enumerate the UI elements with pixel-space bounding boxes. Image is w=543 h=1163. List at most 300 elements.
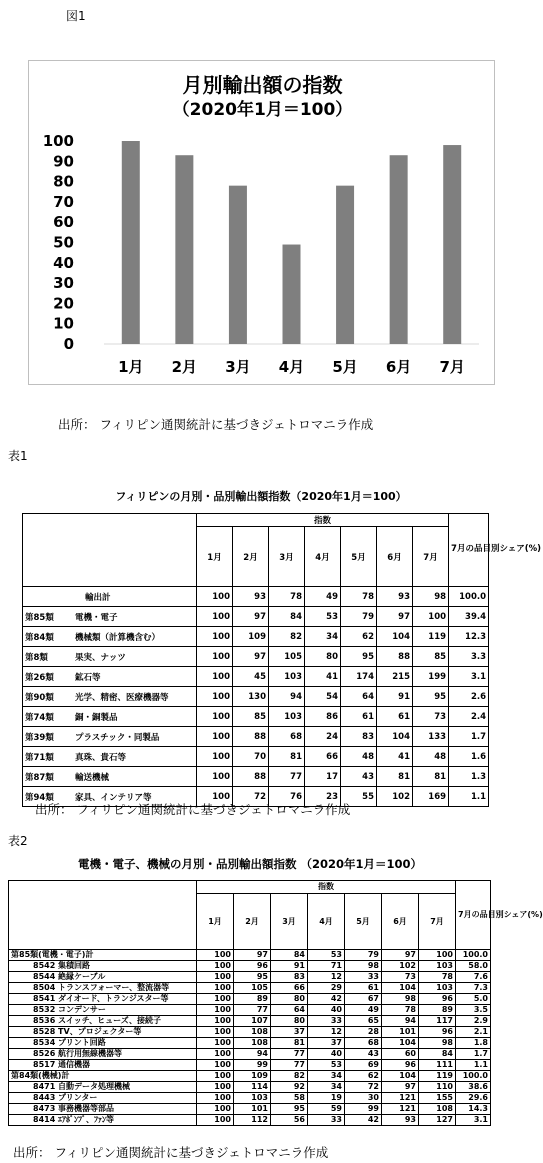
index-cell: 73 <box>382 972 419 983</box>
index-cell: 24 <box>305 727 341 747</box>
index-cell: 97 <box>382 950 419 961</box>
index-cell: 107 <box>234 1016 271 1027</box>
month-header: 3月 <box>271 894 308 950</box>
index-cell: 100 <box>197 727 233 747</box>
index-cell: 65 <box>345 1016 382 1027</box>
index-cell: 53 <box>308 950 345 961</box>
index-cell: 103 <box>419 961 456 972</box>
table-row <box>9 1049 491 1060</box>
index-cell: 95 <box>341 647 377 667</box>
index-cell: 100 <box>197 1071 234 1082</box>
table-row <box>9 1115 491 1126</box>
share-cell: 39.4 <box>449 607 489 627</box>
table-row <box>23 687 489 707</box>
hs-chapter: 第8類 <box>25 652 48 663</box>
table2-source: 出所： フィリピン通関統計に基づきジェトロマニラ作成 <box>13 1145 329 1160</box>
index-cell: 96 <box>234 961 271 972</box>
index-cell: 85 <box>233 707 269 727</box>
index-cell: 95 <box>234 972 271 983</box>
index-cell: 72 <box>233 787 269 807</box>
index-cell: 33 <box>308 1115 345 1126</box>
index-cell: 45 <box>233 667 269 687</box>
index-cell: 96 <box>382 1060 419 1071</box>
month-header: 3月 <box>269 527 305 587</box>
index-cell: 43 <box>345 1049 382 1060</box>
index-cell: 19 <box>308 1093 345 1104</box>
index-cell: 56 <box>271 1115 308 1126</box>
index-cell: 64 <box>341 687 377 707</box>
month-header: 5月 <box>345 894 382 950</box>
index-cell: 62 <box>341 627 377 647</box>
y-tick-label: 30 <box>53 274 74 293</box>
row-label: 8536 スイッチ、ヒューズ、接続子 <box>9 1016 197 1027</box>
index-cell: 96 <box>419 994 456 1005</box>
index-cell: 77 <box>271 1049 308 1060</box>
share-cell: 2.9 <box>456 1016 491 1027</box>
table-row <box>9 1082 491 1093</box>
index-cell: 79 <box>341 607 377 627</box>
table-row <box>9 1005 491 1016</box>
index-cell: 83 <box>271 972 308 983</box>
x-tick-label: 6月 <box>385 358 412 376</box>
index-cell: 64 <box>271 1005 308 1016</box>
share-cell: 100.0 <box>456 1071 491 1082</box>
month-header: 6月 <box>377 527 413 587</box>
index-cell: 100 <box>197 607 233 627</box>
table-row <box>23 727 489 747</box>
index-cell: 100 <box>197 961 234 972</box>
hs-chapter: 第94類 <box>25 792 54 803</box>
index-cell: 109 <box>233 627 269 647</box>
index-cell: 108 <box>234 1027 271 1038</box>
index-cell: 83 <box>341 727 377 747</box>
index-cell: 95 <box>413 687 449 707</box>
index-cell: 55 <box>341 787 377 807</box>
index-cell: 78 <box>419 972 456 983</box>
index-cell: 77 <box>271 1060 308 1071</box>
index-cell: 68 <box>345 1038 382 1049</box>
table-row <box>23 587 489 607</box>
index-cell: 109 <box>234 1071 271 1082</box>
item-name: 真珠、貴石等 <box>75 752 127 763</box>
y-tick-label: 50 <box>53 233 74 252</box>
month-header: 7月 <box>419 894 456 950</box>
share-cell: 1.1 <box>456 1060 491 1071</box>
y-tick-label: 100 <box>42 132 74 150</box>
index-cell: 48 <box>413 747 449 767</box>
row-label: 8542 集積回路 <box>9 961 197 972</box>
index-cell: 58 <box>271 1093 308 1104</box>
share-cell: 38.6 <box>456 1082 491 1093</box>
index-cell: 34 <box>308 1082 345 1093</box>
index-cell: 100 <box>413 607 449 627</box>
index-cell: 41 <box>377 747 413 767</box>
share-cell: 2.4 <box>449 707 489 727</box>
index-cell: 103 <box>269 707 305 727</box>
share-cell: 5.0 <box>456 994 491 1005</box>
share-cell: 100.0 <box>456 950 491 961</box>
index-cell: 53 <box>308 1060 345 1071</box>
item-name: 家具、インテリア等 <box>75 792 152 803</box>
x-tick-label: 2月 <box>171 358 198 376</box>
x-tick-label: 4月 <box>278 358 305 376</box>
index-cell: 101 <box>382 1027 419 1038</box>
index-cell: 96 <box>419 1027 456 1038</box>
index-cell: 100 <box>197 1005 234 1016</box>
table2-share-header: 7月の品目別シェア(%) <box>456 881 491 950</box>
index-cell: 101 <box>234 1104 271 1115</box>
index-cell: 104 <box>382 1038 419 1049</box>
index-cell: 88 <box>233 767 269 787</box>
y-tick-label: 0 <box>63 335 74 353</box>
hs-chapter: 第85類 <box>25 612 54 623</box>
index-cell: 91 <box>271 961 308 972</box>
table-row <box>23 767 489 787</box>
chart-subtitle: （2020年1月＝100） <box>172 100 353 120</box>
index-cell: 72 <box>345 1082 382 1093</box>
index-cell: 61 <box>341 707 377 727</box>
index-cell: 100 <box>197 587 233 607</box>
index-cell: 91 <box>377 687 413 707</box>
index-cell: 100 <box>197 1115 234 1126</box>
index-cell: 105 <box>269 647 305 667</box>
share-cell: 2.1 <box>456 1027 491 1038</box>
share-cell: 3.1 <box>449 667 489 687</box>
index-cell: 100 <box>197 994 234 1005</box>
index-cell: 111 <box>419 1060 456 1071</box>
y-tick-label: 20 <box>53 294 74 313</box>
share-cell: 1.6 <box>449 747 489 767</box>
table-row <box>23 647 489 667</box>
index-cell: 48 <box>341 747 377 767</box>
index-cell: 100 <box>197 747 233 767</box>
index-cell: 42 <box>345 1115 382 1126</box>
index-cell: 100 <box>197 1082 234 1093</box>
row-label: 8544 絶縁ケーブル <box>9 972 197 983</box>
index-cell: 102 <box>382 961 419 972</box>
hs-chapter: 第84類 <box>25 632 54 643</box>
index-cell: 80 <box>271 1016 308 1027</box>
index-cell: 105 <box>234 983 271 994</box>
index-cell: 100 <box>419 950 456 961</box>
table-row <box>9 994 491 1005</box>
index-cell: 78 <box>382 1005 419 1016</box>
index-cell: 66 <box>271 983 308 994</box>
index-cell: 119 <box>413 627 449 647</box>
item-name: 輸送機械 <box>75 772 110 783</box>
table-row <box>9 1027 491 1038</box>
item-name: プラスチック・同製品 <box>75 732 160 743</box>
item-name: 光学、精密、医療機器等 <box>75 692 169 703</box>
index-cell: 41 <box>305 667 341 687</box>
index-cell: 103 <box>234 1093 271 1104</box>
index-cell: 98 <box>345 961 382 972</box>
share-cell: 3.1 <box>456 1115 491 1126</box>
row-label <box>23 687 197 707</box>
bar-chart <box>28 60 495 385</box>
index-cell: 76 <box>269 787 305 807</box>
index-cell: 82 <box>269 627 305 647</box>
index-cell: 62 <box>345 1071 382 1082</box>
chart-title: 月別輸出額の指数 <box>182 73 343 97</box>
row-label <box>23 667 197 687</box>
index-cell: 103 <box>419 983 456 994</box>
table-row <box>9 983 491 994</box>
index-cell: 93 <box>382 1115 419 1126</box>
table-row <box>9 1093 491 1104</box>
y-tick-label: 40 <box>53 253 74 272</box>
index-cell: 77 <box>269 767 305 787</box>
row-label: 第84類(機械)計 <box>9 1071 197 1082</box>
index-cell: 100 <box>197 1049 234 1060</box>
index-cell: 92 <box>271 1082 308 1093</box>
table1-title: フィリピンの月別・品別輸出額指数（2020年1月＝100） <box>115 490 407 503</box>
y-tick-label: 10 <box>53 314 74 333</box>
y-tick-label: 90 <box>53 152 74 171</box>
index-cell: 97 <box>233 647 269 667</box>
index-cell: 97 <box>233 607 269 627</box>
table1-source: 出所： フィリピン通関統計に基づきジェトロマニラ作成 <box>35 802 351 817</box>
hs-chapter: 第39類 <box>25 732 54 743</box>
index-cell: 54 <box>305 687 341 707</box>
index-cell: 100 <box>197 1093 234 1104</box>
row-label <box>23 607 197 627</box>
bar <box>283 245 301 344</box>
index-cell: 199 <box>413 667 449 687</box>
figure-label: 図1 <box>66 9 86 23</box>
index-cell: 78 <box>269 587 305 607</box>
table1 <box>22 513 542 807</box>
index-cell: 17 <box>305 767 341 787</box>
index-cell: 68 <box>269 727 305 747</box>
x-tick-label: 7月 <box>439 358 465 376</box>
index-cell: 100 <box>197 1104 234 1115</box>
index-cell: 69 <box>345 1060 382 1071</box>
hs-chapter: 第74類 <box>25 712 54 723</box>
index-cell: 100 <box>197 950 234 961</box>
index-cell: 80 <box>305 647 341 667</box>
table-row <box>23 707 489 727</box>
index-cell: 104 <box>377 627 413 647</box>
table-row <box>9 1071 491 1082</box>
table-row <box>23 667 489 687</box>
index-cell: 98 <box>413 587 449 607</box>
index-cell: 93 <box>377 587 413 607</box>
item-name: 銅・銅製品 <box>75 712 118 723</box>
table-row <box>9 1038 491 1049</box>
index-cell: 99 <box>345 1104 382 1115</box>
bar <box>122 141 140 344</box>
index-cell: 77 <box>234 1005 271 1016</box>
share-cell: 3.5 <box>456 1005 491 1016</box>
index-cell: 59 <box>308 1104 345 1115</box>
index-cell: 33 <box>345 972 382 983</box>
share-cell: 12.3 <box>449 627 489 647</box>
index-cell: 67 <box>345 994 382 1005</box>
share-cell: 58.0 <box>456 961 491 972</box>
x-tick-label: 5月 <box>332 358 358 376</box>
x-tick-label: 3月 <box>225 358 251 376</box>
index-cell: 117 <box>419 1016 456 1027</box>
table-row <box>23 627 489 647</box>
index-cell: 98 <box>419 1038 456 1049</box>
index-cell: 103 <box>269 667 305 687</box>
index-cell: 71 <box>308 961 345 972</box>
index-cell: 169 <box>413 787 449 807</box>
row-label: 8526 航行用無線機器等 <box>9 1049 197 1060</box>
index-cell: 104 <box>382 1071 419 1082</box>
row-label <box>23 767 197 787</box>
table1-blank-header <box>23 514 197 587</box>
month-header: 4月 <box>305 527 341 587</box>
index-cell: 70 <box>233 747 269 767</box>
index-cell: 102 <box>377 787 413 807</box>
row-label <box>23 647 197 667</box>
index-cell: 130 <box>233 687 269 707</box>
index-cell: 78 <box>341 587 377 607</box>
index-cell: 85 <box>413 647 449 667</box>
index-cell: 84 <box>269 607 305 627</box>
index-cell: 104 <box>377 727 413 747</box>
index-cell: 40 <box>308 1005 345 1016</box>
index-cell: 100 <box>197 767 233 787</box>
index-cell: 108 <box>419 1104 456 1115</box>
index-cell: 127 <box>419 1115 456 1126</box>
index-cell: 100 <box>197 647 233 667</box>
index-cell: 12 <box>308 972 345 983</box>
index-cell: 28 <box>345 1027 382 1038</box>
table-row <box>23 747 489 767</box>
index-cell: 49 <box>345 1005 382 1016</box>
share-cell: 1.7 <box>456 1049 491 1060</box>
y-tick-label: 80 <box>53 172 74 191</box>
row-label: 8443 プリンター <box>9 1093 197 1104</box>
index-cell: 43 <box>341 767 377 787</box>
index-cell: 61 <box>345 983 382 994</box>
index-cell: 114 <box>234 1082 271 1093</box>
index-cell: 94 <box>269 687 305 707</box>
month-header: 6月 <box>382 894 419 950</box>
item-name: 輸出計 <box>85 592 111 603</box>
hs-chapter: 第87類 <box>25 772 54 783</box>
item-name: 鉱石等 <box>75 672 101 683</box>
index-cell: 99 <box>234 1060 271 1071</box>
index-cell: 88 <box>233 727 269 747</box>
share-cell: 1.3 <box>449 767 489 787</box>
bar <box>443 145 461 344</box>
chart-source: 出所： フィリピン通関統計に基づきジェトロマニラ作成 <box>58 417 374 432</box>
month-header: 4月 <box>308 894 345 950</box>
index-cell: 110 <box>419 1082 456 1093</box>
month-header: 2月 <box>234 894 271 950</box>
index-cell: 121 <box>382 1104 419 1115</box>
index-cell: 37 <box>271 1027 308 1038</box>
index-cell: 73 <box>413 707 449 727</box>
index-cell: 100 <box>197 687 233 707</box>
index-cell: 79 <box>345 950 382 961</box>
table-row <box>9 972 491 983</box>
table-row <box>9 1016 491 1027</box>
index-cell: 81 <box>269 747 305 767</box>
index-cell: 174 <box>341 667 377 687</box>
index-cell: 100 <box>197 1016 234 1027</box>
table-row <box>23 607 489 627</box>
index-cell: 133 <box>413 727 449 747</box>
index-cell: 80 <box>271 994 308 1005</box>
index-cell: 60 <box>382 1049 419 1060</box>
share-cell: 3.3 <box>449 647 489 667</box>
row-label <box>23 627 197 647</box>
bar <box>336 186 354 344</box>
index-cell: 42 <box>308 994 345 1005</box>
index-cell: 30 <box>345 1093 382 1104</box>
table2-label: 表2 <box>8 834 28 848</box>
index-cell: 94 <box>382 1016 419 1027</box>
table2-group-header: 指数 <box>197 881 456 894</box>
index-cell: 100 <box>197 1027 234 1038</box>
index-cell: 89 <box>234 994 271 1005</box>
table1-share-header: 7月の品目別シェア(%) <box>449 514 489 587</box>
share-cell: 1.1 <box>449 787 489 807</box>
index-cell: 12 <box>308 1027 345 1038</box>
index-cell: 100 <box>197 627 233 647</box>
index-cell: 88 <box>377 647 413 667</box>
index-cell: 81 <box>377 767 413 787</box>
row-label: 8504 トランスフォーマー、整流器等 <box>9 983 197 994</box>
row-label: 8473 事務機器等部品 <box>9 1104 197 1115</box>
table2-title: 電機・電子、機械の月別・品別輸出額指数 （2020年1月＝100） <box>77 857 422 871</box>
index-cell: 100 <box>197 972 234 983</box>
row-label: 8541 ダイオード、トランジスター等 <box>9 994 197 1005</box>
index-cell: 89 <box>419 1005 456 1016</box>
y-tick-label: 60 <box>53 213 74 232</box>
index-cell: 119 <box>419 1071 456 1082</box>
hs-chapter: 第26類 <box>25 672 54 683</box>
index-cell: 23 <box>305 787 341 807</box>
index-cell: 61 <box>377 707 413 727</box>
index-cell: 95 <box>271 1104 308 1115</box>
row-label: 8532 コンデンサー <box>9 1005 197 1016</box>
table2 <box>8 880 543 1126</box>
index-cell: 84 <box>271 950 308 961</box>
row-label: 8528 TV、プロジェクター等 <box>9 1027 197 1038</box>
row-label <box>23 707 197 727</box>
row-label <box>23 587 197 607</box>
item-name: 電機・電子 <box>75 612 118 623</box>
row-label: 第85類(電機・電子)計 <box>9 950 197 961</box>
index-cell: 100 <box>197 667 233 687</box>
x-tick-label: 1月 <box>118 358 144 376</box>
index-cell: 100 <box>197 1038 234 1049</box>
table-row <box>9 1060 491 1071</box>
share-cell: 7.3 <box>456 983 491 994</box>
index-cell: 121 <box>382 1093 419 1104</box>
month-header: 1月 <box>197 527 233 587</box>
index-cell: 34 <box>308 1071 345 1082</box>
row-label: 8471 自動データ処理機械 <box>9 1082 197 1093</box>
bar <box>390 155 408 344</box>
month-header: 7月 <box>413 527 449 587</box>
bar <box>229 186 247 344</box>
index-cell: 100 <box>197 1060 234 1071</box>
index-cell: 97 <box>377 607 413 627</box>
index-cell: 86 <box>305 707 341 727</box>
index-cell: 34 <box>305 627 341 647</box>
row-label: 8517 通信機器 <box>9 1060 197 1071</box>
item-name: 果実、ナッツ <box>75 652 126 663</box>
index-cell: 112 <box>234 1115 271 1126</box>
month-header: 5月 <box>341 527 377 587</box>
